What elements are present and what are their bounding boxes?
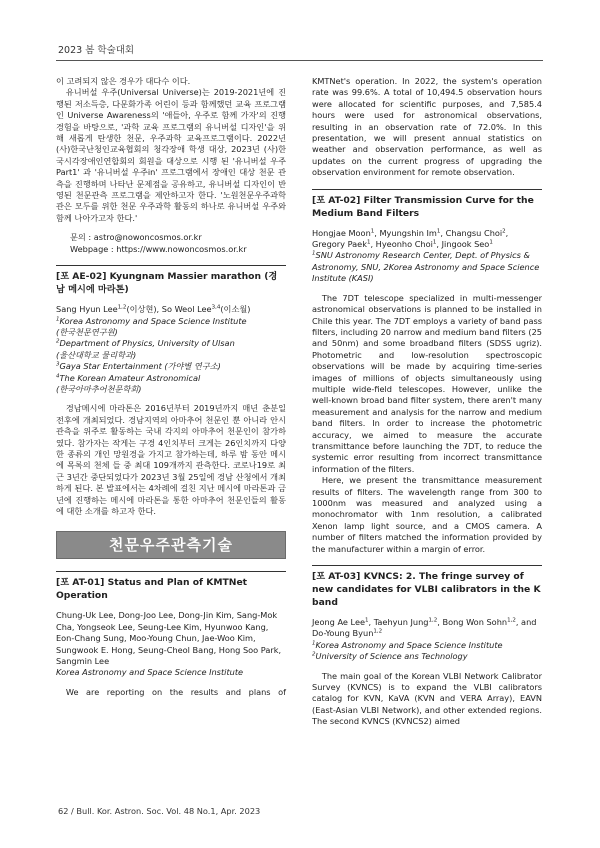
at01-aff: Korea Astronomy and Space Science Institute — [56, 667, 244, 678]
section-rule — [312, 565, 542, 566]
left-column — [56, 76, 286, 698]
ae02-aff2-kr: (울산대학교 물리학과) — [56, 349, 137, 360]
at03-aff2: $^2$University of Science ans Technology — [312, 651, 468, 662]
at01-title: [포 AT-01] Status and Plan of KMTNet Operation — [56, 577, 248, 602]
contact-webpage: Webpage : https://www.nowoncosmos.or.kr — [70, 243, 247, 254]
ae02-aff1: $^1$Korea Astronomy and Space Science Institute — [56, 315, 247, 326]
ae02-title: [포 AE-02] Kyungnam Massier marathon (경남 메시에 마라톤) — [56, 271, 278, 296]
at02-authors: Hongjae Moon$^1$, Myungshin Im$^1$, Changsu Choi$^2$, Gregory Paek$^1$, Hyeonho Choi$^1$, Jingook Seo$^1$ — [312, 227, 509, 250]
at01-body-cont: KMTNet's operation. In 2022, the system's operation rate was 99.6%. A total of 10,494.5 observation hours were allocated for scientific purposes, and 7,585.4 hours were used for astronomical observations, resulting in an observation rate of 72.0%. In this presentation, we will present annual statistics on weather and observation performance, as well as updates on the current progress of upgrading the observation environment for remote observation. — [312, 76, 542, 178]
right-column — [312, 76, 542, 728]
ae02-aff4-kr: (한국아마추어천문학회) — [56, 383, 142, 394]
header-rule — [56, 60, 543, 61]
at01-body-start: We are reporting on the results and plans of — [65, 686, 286, 697]
ae02-body: 경남메시에 마라톤은 2016년부터 2019년까지 매년 춘분일 전후에 개최되었다. 경남지역의 아마추어 천문인 뿐 아니라 안시관측을 위주로 활동하는 국내 각지의 아마추어 천문인이 참가하였다. 참가자는 작게는 구경 4인치부터 크게는 26인치까지 다양한 종류의 개인 망원경을 가지고 참가하는데, 하루 밤 동안 메시에 목록의 천체 들 중 최대 109개까지 관측한다. 코로나19로 최근 3년간 중단되었다가 2023년 3월 25일에 경남 산청에서 개최하게 된다. 본 발표에서는 4차례에 걸친 지난 메시에 마라톤과 금년에 진행하는 메시에 마라톤을 통한 아마추어 천문인들의 활동에 대한 소개를 하고자 한다. — [56, 403, 286, 516]
ae02-authors: Sang Hyun Lee$^{1,2}$(이상현), So Weol Lee$^{3,4}$(이소월) — [56, 304, 251, 315]
at02-body1: The 7DT telescope specialized in multi-messenger astronomical observations is planned to be installed in Chile this year. The 7DT employs a variety of band pass filters, including 20 narrow and medium band filters (25 and 50nm) and some broadband filters (SDSS ugriz). Photometric and low-resolution spectroscopic observations will be made by acquiring time-series images of millions of objects simultaneously using multiple wide-field telescopes. However, unlike the well-known broad band filter system, there aren't many measurement and analysis for the narrow and medium band filters. In order to increase the photometric accuracy, we aimed to measure the accurate transmittance before launching the 7DT, to reduce the systemic error resulting from incorrect transmittance information of the filters. — [312, 292, 542, 474]
continuation-text: 이 고려되지 않은 경우가 대다수 이다. — [56, 76, 191, 86]
at02-title: [포 AT-02] Filter Transmission Curve for the Medium Band Filters — [312, 194, 534, 219]
at02-body2: Here, we present the transmittance measurement results of filters. The wavelength range from 300 to 1000nm was measured and analyzed using a monochromator with 1nm resolution, a calibrated Xenon lamp light source, and a CMOS camera. A number of filters matched the information provided by the manufacturer within a margin of error. — [312, 475, 542, 554]
ae02-aff2: $^2$Department of Physics, University of Ulsan — [56, 338, 235, 349]
section-rule — [56, 265, 286, 266]
at01-authors: Chung-Uk Lee, Dong-Joo Lee, Dong-Jin Kim, Sang-Mok Cha, Yongseok Lee, Seung-Lee Kim, Hyunwoo Kang, Eon-Chang Sung, Moo-Young Chun, Jae-Woo Kim, Sungwook E. Hong, Seung-Cheol Bang, Hong Soo Park, Sangmin Lee — [56, 610, 282, 667]
at03-aff1: $^1$Korea Astronomy and Space Science Institute — [312, 639, 503, 650]
section-banner: 천문우주관측기술 — [56, 531, 286, 559]
section-rule — [312, 189, 542, 190]
running-header: 2023 봄 학술대회 — [58, 45, 135, 56]
contact-email: 문의 : astro@nowoncosmos.or.kr — [70, 232, 202, 243]
at02-aff: $^1$SNU Astronomy Research Center, Dept. of Physics & Astronomy, SNU, 2Korea Astronomy and Space Science Institute (KASI) — [312, 250, 540, 284]
at03-authors: Jeong Ae Lee$^1$, Taehyun Jung$^{1,2}$, Bong Won Sohn$^{1,2}$, and Do-Young Byun$^{1,2}$ — [312, 617, 537, 639]
at03-body: The main goal of the Korean VLBI Network Calibrator Survey (KVNCS) is to expand the VLBI calibrators catalog for KVN, KaVA (KVN and VERA Array), EAVN (East-Asian VLBI Network), and other extended regions. The second KVNCS (KVNCS2) aimed — [312, 670, 542, 727]
at03-title: [포 AT-03] KVNCS: 2. The fringe survey of new candidates for VLBI calibrators in the K band — [312, 571, 541, 609]
ae02-aff1-kr: (한국천문연구원) — [56, 326, 118, 337]
page-footer: 62 / Bull. Kor. Astron. Soc. Vol. 48 No.1, Apr. 2023 — [58, 806, 261, 816]
ae02-aff4: $^4$The Korean Amateur Astronomical — [56, 372, 201, 383]
universe-paragraph: 유니버설 우주(Universal Universe)는 2019-2021년에 진행된 저소득층, 다문화가족 어린이 등과 함께했던 교육 프로그램인 Universe Awareness의 '애들아, 우주로 함께 가자'의 진행 경험을 바탕으로, '과학 교육 프로그램의 유니버설 디자인'을 위해 새롭게 탄생한 천문, 우주과학 교육프로그램이다. 2022년 (사)한국난청인교육협회의 청각장애 학생 대상, 2023년 (사)한국시각장애인연합회의 회원을 대상으로 시행 된 '유니버설 우주 Part1' 과 '유니버설 우주in' 프로그램에서 장애인 대상 천문 관측을 진행하며 나타난 문제점을 공유하고, 유니버설 디자인이 반영된 천문관측 프로그램을 제안하고자 한다. '노원천문우주과학관은 모두를 위한 천문 우주과학 활동의 하나로 유니버설 우주와 함께 나아가고자 한다.' — [56, 87, 286, 223]
section-rule — [56, 571, 286, 572]
ae02-aff3: $^3$Gaya Star Entertainment (가야별 연구소) — [56, 361, 221, 372]
